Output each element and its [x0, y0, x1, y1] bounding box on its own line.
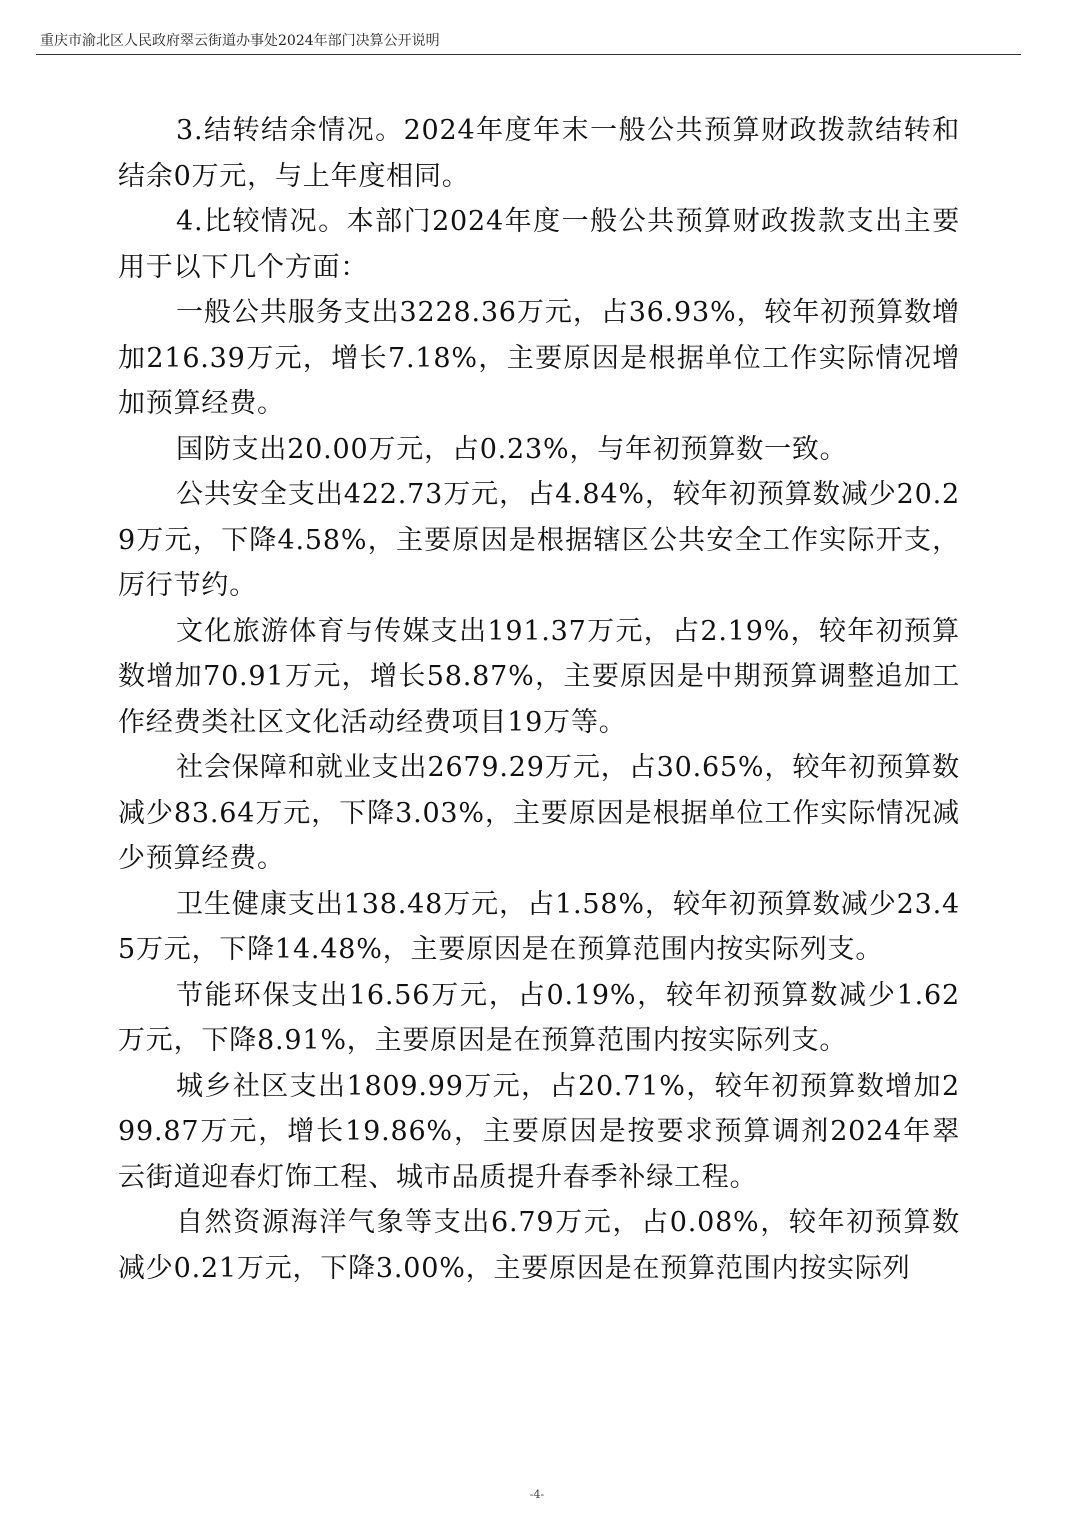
- paragraph-health: 卫生健康支出138.48万元，占1.58%，较年初预算数减少23.45万元，下降14.48%，主要原因是在预算范围内按实际列支。: [118, 888, 960, 965]
- paragraph-general-public-services: 一般公共服务支出3228.36万元，占36.93%，较年初预算数增加216.39万元，增长7.18%，主要原因是根据单位工作实际情况增加预算经费。: [118, 297, 960, 419]
- paragraph-social-security: 社会保障和就业支出2679.29万元，占30.65%，较年初预算数减少83.64万元，下降3.03%，主要原因是根据单位工作实际情况减少预算经费。: [118, 752, 960, 874]
- paragraph-natural-resources: 自然资源海洋气象等支出6.79万元，占0.08%，较年初预算数减少0.21万元，下降3.00%，主要原因是在预算范围内按实际列: [118, 1207, 960, 1284]
- document-body: [118, 108, 960, 1291]
- paragraph-culture-tourism-sports: 文化旅游体育与传媒支出191.37万元，占2.19%，较年初预算数增加70.91万元，增长58.87%，主要原因是中期预算调整追加工作经费类社区文化活动经费项目19万等。: [118, 615, 960, 738]
- paragraph-public-security: 公共安全支出422.73万元，占4.84%，较年初预算数减少20.29万元，下降4.58%，主要原因是根据辖区公共安全工作实际开支，厉行节约。: [118, 479, 960, 601]
- paragraph-national-defense: 国防支出20.00万元，占0.23%，与年初预算数一致。: [176, 433, 848, 465]
- page-number: -4-: [529, 1488, 545, 1501]
- header-divider: [36, 54, 1021, 55]
- paragraph-carryover-balance: 3.结转结余情况。2024年度年末一般公共预算财政拨款结转和结余0万元，与上年度相同。: [118, 115, 960, 192]
- paragraph-comparison-intro: 4.比较情况。本部门2024年度一般公共预算财政拨款支出主要用于以下几个方面：: [118, 206, 960, 283]
- paragraph-urban-rural-community: 城乡社区支出1809.99万元，占20.71%，较年初预算数增加299.87万元，增长19.86%，主要原因是按要求预算调剂2024年翠云街道迎春灯饰工程、城市品质提升春季补绿工程。: [118, 1070, 960, 1193]
- page-header-title: 重庆市渝北区人民政府翠云街道办事处2024年部门决算公开说明: [40, 33, 440, 49]
- paragraph-energy-environment: 节能环保支出16.56万元，占0.19%，较年初预算数减少1.62万元，下降8.91%，主要原因是在预算范围内按实际列支。: [118, 979, 960, 1056]
